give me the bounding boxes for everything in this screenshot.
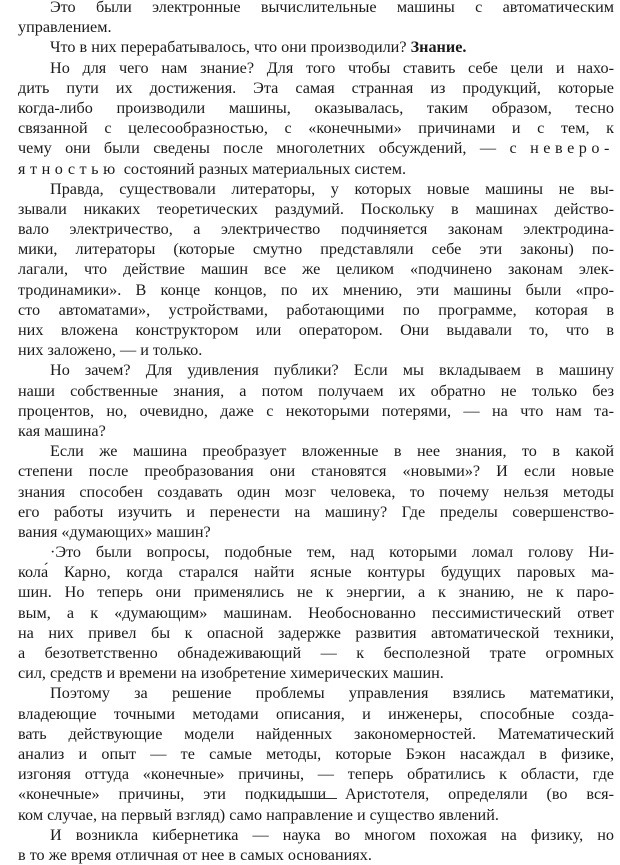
text-run: наши собственные знания, а потом получаем их обратно не только без xyxy=(18,381,614,400)
text-run: них вложена конструктором или оператором. Они выдавали то, что в xyxy=(18,321,614,339)
text-line xyxy=(18,825,614,845)
text-run: ·Это были вопросы, подобные тем, над которыми ломал голову Ни- xyxy=(50,543,614,562)
text-line xyxy=(18,482,614,502)
text-run: Но для чего нам знание? Для того чтобы ставить себе цели и нахо- xyxy=(50,58,614,77)
text-line xyxy=(18,199,614,219)
text-run: сил, средств и времени на изобретение химерических машин. xyxy=(18,664,444,683)
text-line xyxy=(18,179,614,199)
text-line xyxy=(18,542,614,562)
text-line xyxy=(18,623,614,643)
text-line xyxy=(18,603,614,623)
text-run: шин. Но теперь они применялись не к энергии, а к знанию, не к паро- xyxy=(18,583,614,602)
text-run: владеющие точными методами описания, и инженеры, способные созда- xyxy=(18,704,614,723)
text-line xyxy=(18,401,614,421)
text-line xyxy=(18,461,614,481)
page-text xyxy=(18,0,614,865)
text-line xyxy=(18,441,614,461)
text-line xyxy=(18,0,614,17)
text-run: связанной с целесообразностью, с «конечными» причинами и с тем, к xyxy=(18,119,614,138)
text-run: знания способен создавать один мозг человека, то почему нельзя методы xyxy=(18,482,614,501)
text-run: процентов, но, очевидно, даже с некоторыми потерями, — на что нам та- xyxy=(18,401,614,420)
text-line xyxy=(18,17,614,37)
text-line xyxy=(18,744,614,764)
text-line xyxy=(18,643,614,663)
text-line xyxy=(18,98,614,118)
text-line xyxy=(18,784,614,804)
text-line xyxy=(18,522,614,542)
text-run: вало электричество, а электричество подчиняется законам электродина- xyxy=(18,220,614,239)
text-line xyxy=(18,381,614,401)
text-run: дить пути их достижения. Эта самая странная из продукций, которые xyxy=(18,78,614,97)
text-run: Правда, существовали литераторы, у которых новые машины не вы- xyxy=(50,179,614,198)
text-run: тродинамики». В конце концов, по их мнению, эти машины были «про- xyxy=(18,280,614,299)
text-line xyxy=(18,37,614,57)
text-run: Это были электронные вычислительные машины с автоматическим xyxy=(50,0,614,16)
text-run: них заложено, — и только. xyxy=(18,341,203,360)
text-run: когда-либо производили машины, оказывалась, таким образом, тесно xyxy=(18,98,614,117)
text-line xyxy=(18,663,614,683)
text-run: изгоняя оттуда «конечные» причины, — теперь обратились к области, где xyxy=(18,765,614,784)
text-run: ком случае, на первый взгляд) само направление и существо явлений. xyxy=(18,805,499,824)
end-rule xyxy=(279,798,337,799)
text-line xyxy=(18,421,614,441)
text-line xyxy=(18,300,614,320)
text-run: вать действующие модели найденных закономерностей. Математический xyxy=(18,724,614,743)
text-run: кола́ Карно, когда старался найти ясные контуры будущих паровых ма- xyxy=(18,563,614,582)
text-run: вым, а к «думающим» машинам. Необоснованно пессимистический ответ xyxy=(18,603,614,622)
text-run: И возникла кибернетика — наука во многом похожая на физику, но xyxy=(50,825,614,844)
text-run: чему они были сведены после многолетних обсуждений, — с xyxy=(18,139,531,158)
text-line xyxy=(18,58,614,78)
text-line xyxy=(18,562,614,582)
bold-emphasis: Знание. xyxy=(410,38,467,57)
text-run: лагали, что действие машин все же целиком «подчинено законам элек- xyxy=(18,260,614,279)
text-run: в то же время отличная от нее в самых основаниях. xyxy=(18,845,372,864)
text-run: степени после преобразования они становятся «новыми»? И если новые xyxy=(18,462,614,481)
text-line xyxy=(18,704,614,724)
text-run: сто автоматами», устройствами, работающими по программе, которая в xyxy=(18,300,614,319)
text-run: Но зачем? Для удивления публики? Если мы вкладываем в машину xyxy=(50,361,614,380)
text-run: Что в них перерабатывалось, что они производили? xyxy=(50,38,411,57)
text-run: а безответственно обнадеживающий — к бесполезной трате огромных xyxy=(18,644,614,662)
text-line xyxy=(18,280,614,300)
text-line xyxy=(18,259,614,279)
text-run: мики, литераторы (которые смутно представляли себе эти законы) по- xyxy=(18,240,614,259)
text-run: зывали никаких теоретических раздумий. Поскольку в машинах действо- xyxy=(18,199,614,218)
text-line xyxy=(18,138,614,158)
text-run: Если же машина преобразует вложенные в нее знания, то в какой xyxy=(50,442,614,461)
text-run: кая машина? xyxy=(18,421,106,440)
text-line xyxy=(18,340,614,360)
text-line xyxy=(18,724,614,744)
text-line xyxy=(18,683,614,703)
text-line xyxy=(18,360,614,380)
text-run: состояний разных материальных систем. xyxy=(119,159,407,178)
text-run: вания «думающих» машин? xyxy=(18,522,211,541)
text-line xyxy=(18,118,614,138)
text-run: анализ и опыт — те самые методы, которые Бэкон насаждал в физике, xyxy=(18,744,614,763)
text-run: управлением. xyxy=(18,18,112,37)
spaced-emphasis: неверо- xyxy=(530,139,614,158)
text-run: Поэтому за решение проблемы управления взялись математики, xyxy=(50,684,614,703)
text-line xyxy=(18,320,614,340)
text-line xyxy=(18,159,614,179)
text-line xyxy=(18,845,614,865)
text-line xyxy=(18,582,614,602)
text-run: его работы изучить и перенести на машину? Где пределы совершенство- xyxy=(18,502,614,521)
text-line xyxy=(18,78,614,98)
text-line xyxy=(18,502,614,522)
text-run: «конечные» причины, эти подкидыши Аристотеля, определяли (во вся- xyxy=(18,785,614,804)
text-run: на них привел бы к опасной задержке развития автоматической техники, xyxy=(18,623,614,642)
text-line xyxy=(18,219,614,239)
spaced-emphasis: ятностью xyxy=(18,159,120,178)
text-line xyxy=(18,239,614,259)
text-line xyxy=(18,764,614,784)
